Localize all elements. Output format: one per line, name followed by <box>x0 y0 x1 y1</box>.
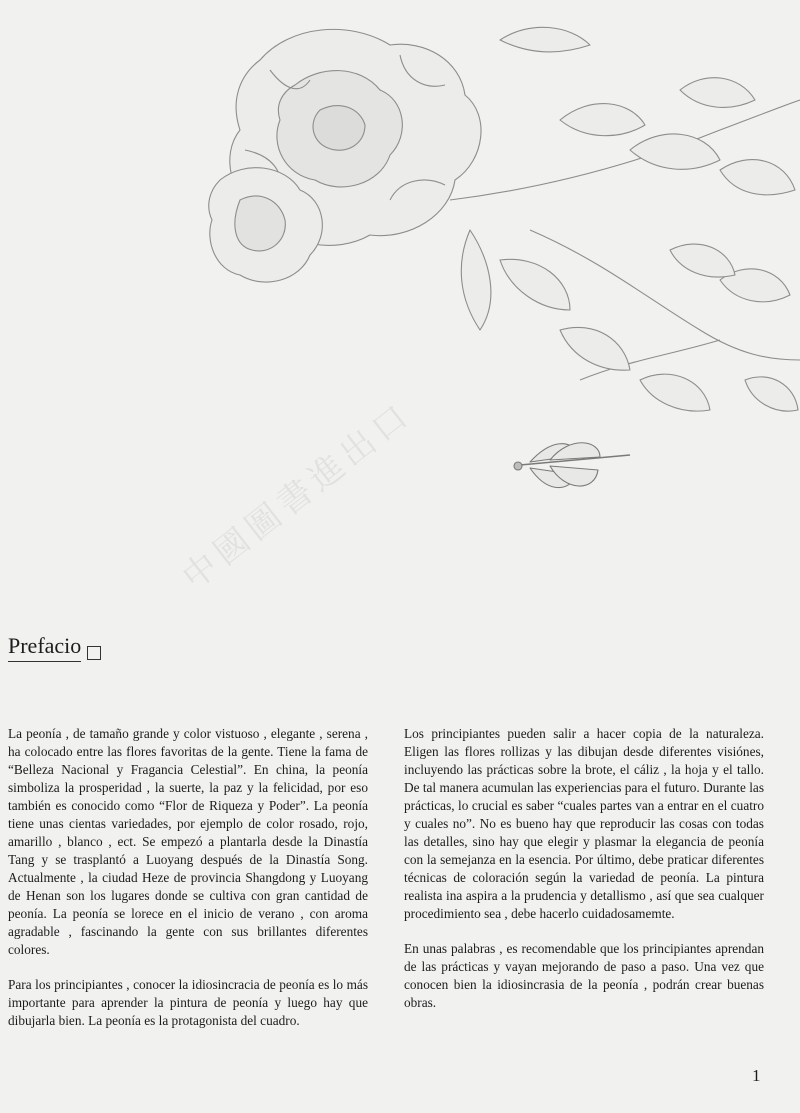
paragraph: Para los principiantes , conocer la idiosincracia de peonía es lo más importante para aprender la pintura de peonía y luego hay que dibujarla bien. La peonía es la protagonista del cuadro. <box>8 977 368 1028</box>
right-column <box>404 725 764 1029</box>
page-title: Prefacio <box>8 633 81 662</box>
watermark-text: 中國圖書進出口 <box>174 393 421 598</box>
section-heading <box>8 633 101 662</box>
paragraph: Los principiantes pueden salir a hacer copia de la naturaleza. Eligen las flores rollizas y las dibujan desde diferentes visiónes, incluyendo las prácticas sobre la brote, el cáliz , la hoja y el tallo. De tal manera acumulan las experiencias para el futuro. Durante las prácticas, lo crucial es saber “cuales partes van a entrar en el cuatro y cuales no”. No es bueno hay que reproducir las cosas con todas las detalles, sino hay que elegir y plasmar la elegancia de peonía con la semejanza en la esencia. Por último, debe praticar diferentes técnicas de coloración según la variedad de peonía. La pintura realista ina aspira a la prudencia y detallismo , así que sea cualquer procedimiento sea , debe hacerlo cuidadosamemte. <box>404 726 764 921</box>
paragraph: En unas palabras , es recomendable que los principiantes aprendan de las prácticas y vayan mejorando de paso a paso. Una vez que conocen bien la idiosincrasia de la peonía , podrán crear buenas obras. <box>404 941 764 1010</box>
heading-box-icon <box>87 646 101 660</box>
page-number: 1 <box>752 1066 761 1085</box>
paragraph: La peonía , de tamaño grande y color vistuoso , elegante , serena , ha colocado entre las flores favoritas de la gente. Tiene la fama de “Belleza Nacional y Fragancia Celestial”. En china, la peonía simboliza la prosperidad , la suerte, la paz y la felicidad, por eso también es conocido como “Flor de Riqueza y Poder”. La peonía tiene unas cientas variedades, por ejemplo de color rosado, rojo, amarillo , blanco , ect. Se empezó a plantarla desde la Dinastía Tang y se trasplantó a Luoyang después de la Dinastía Song. Actualmente , la ciudad Heze de provincia Shangdong y Luoyang de Henan son los lugares donde se cultiva con gran cantidad de peonía. La peonía se lorece en el inicio de verano , con aroma agradable , fascinando la gente con sus brillantes diferentes colores. <box>8 726 368 957</box>
left-column <box>8 725 368 1047</box>
